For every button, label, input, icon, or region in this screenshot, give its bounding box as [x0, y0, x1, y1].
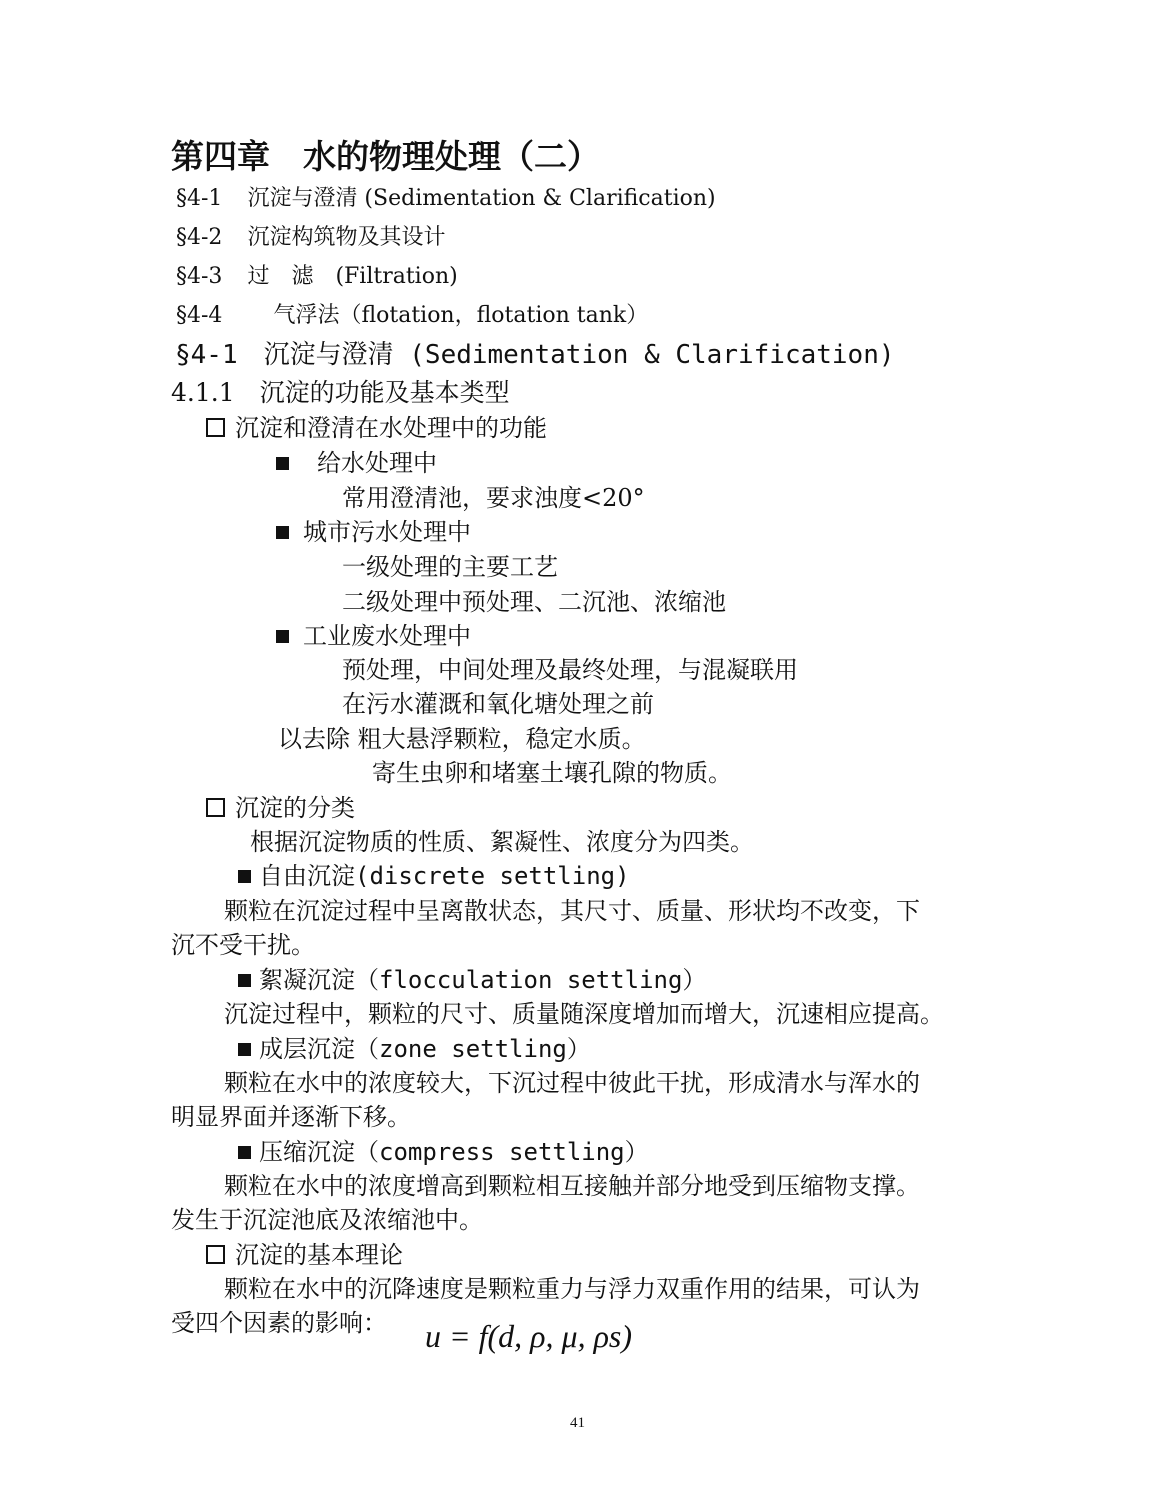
toc-text: 沉淀构筑物及其设计 [247, 225, 446, 250]
toc-text: 气浮法（flotation，flotation tank） [273, 303, 649, 328]
type-name-en: （flocculation settling） [355, 966, 707, 994]
bullet-text: 在污水灌溉和氧化塘处理之前 [342, 690, 654, 718]
bullet-text: 预处理，中间处理及最终处理，与混凝联用 [342, 656, 798, 684]
type-desc: 颗粒在水中的浓度较大，下沉过程中彼此干扰，形成清水与浑水的 [224, 1069, 920, 1097]
toc-num: §4-4 [176, 303, 223, 328]
topic1-heading [206, 416, 547, 440]
section-heading: §4-1 沉淀与澄清 (Sedimentation & Clarification) [175, 340, 895, 370]
settling-velocity-formula: u = f(d, ρ, μ, ρs) [425, 1318, 633, 1354]
bullet-label: 给水处理中 [317, 449, 437, 477]
bullet-text: 一级处理的主要工艺 [342, 553, 558, 581]
bullet-text: 常用澄清池，要求浊度<20° [342, 484, 645, 512]
toc-item-4-1 [176, 188, 716, 210]
toc-text: 过 滤 (Filtration) [247, 264, 458, 289]
toc-text: 沉淀与澄清 (Sedimentation & Clarification) [247, 186, 716, 211]
type-desc: 沉淀过程中，颗粒的尺寸、质量随深度增加而增大，沉速相应提高。 [224, 1000, 944, 1028]
square-bullet-icon [238, 1043, 251, 1056]
type-desc: 发生于沉淀池底及浓缩池中。 [171, 1206, 483, 1234]
type-name-en: (discrete settling) [355, 862, 630, 890]
square-bullet-icon [276, 457, 289, 470]
bullet-label: 工业废水处理中 [303, 622, 471, 650]
type-desc: 颗粒在沉淀过程中呈离散状态，其尺寸、质量、形状均不改变，下 [224, 897, 920, 925]
checkbox-icon [206, 418, 225, 437]
bullet-text: 二级处理中预处理、二沉池、浓缩池 [342, 588, 726, 616]
topic3-title: 沉淀的基本理论 [235, 1241, 403, 1269]
toc-item-4-2 [176, 227, 445, 249]
bullet-water-supply [276, 451, 437, 475]
theory-paragraph: 颗粒在水中的沉降速度是颗粒重力与浮力双重作用的结果，可认为 [224, 1275, 920, 1303]
page-number: 41 [570, 1415, 585, 1431]
type-discrete [238, 864, 630, 888]
type-desc: 颗粒在水中的浓度增高到颗粒相互接触并部分地受到压缩物支撑。 [224, 1172, 920, 1200]
toc-num: §4-2 [176, 225, 223, 250]
type-compress [238, 1140, 649, 1164]
bullet-municipal [276, 520, 471, 544]
square-bullet-icon [276, 526, 289, 539]
type-desc: 明显界面并逐渐下移。 [171, 1103, 411, 1131]
toc-item-4-4 [176, 305, 648, 327]
square-bullet-icon [276, 630, 289, 643]
toc-num: §4-1 [176, 186, 223, 211]
toc-item-4-3 [176, 266, 458, 288]
classification-intro: 根据沉淀物质的性质、絮凝性、浓度分为四类。 [250, 828, 754, 856]
checkbox-icon [206, 1245, 225, 1264]
square-bullet-icon [238, 870, 251, 883]
purpose-line: 寄生虫卵和堵塞土壤孔隙的物质。 [372, 759, 732, 787]
bullet-industrial [276, 624, 471, 648]
square-bullet-icon [238, 1146, 251, 1159]
square-bullet-icon [238, 974, 251, 987]
toc-num: §4-3 [176, 264, 223, 289]
type-flocculation [238, 968, 706, 992]
type-name: 压缩沉淀 [259, 1138, 355, 1166]
type-desc: 沉不受干扰。 [171, 931, 315, 959]
topic1-title: 沉淀和澄清在水处理中的功能 [235, 414, 547, 442]
purpose-line: 以去除 粗大悬浮颗粒，稳定水质。 [278, 725, 646, 753]
topic3-heading [206, 1243, 403, 1267]
theory-paragraph: 受四个因素的影响： [171, 1309, 387, 1337]
type-name: 自由沉淀 [259, 862, 355, 890]
type-name-en: （compress settling） [355, 1138, 649, 1166]
chapter-title: 第四章 水的物理处理（二） [171, 137, 600, 176]
type-name: 成层沉淀 [259, 1035, 355, 1063]
type-zone [238, 1037, 591, 1061]
checkbox-icon [206, 798, 225, 817]
type-name: 絮凝沉淀 [259, 966, 355, 994]
type-name-en: （zone settling） [355, 1035, 591, 1063]
topic2-title: 沉淀的分类 [235, 794, 355, 822]
topic2-heading [206, 796, 355, 820]
subsection-heading: 4.1.1 沉淀的功能及基本类型 [171, 378, 510, 407]
bullet-label: 城市污水处理中 [303, 518, 471, 546]
